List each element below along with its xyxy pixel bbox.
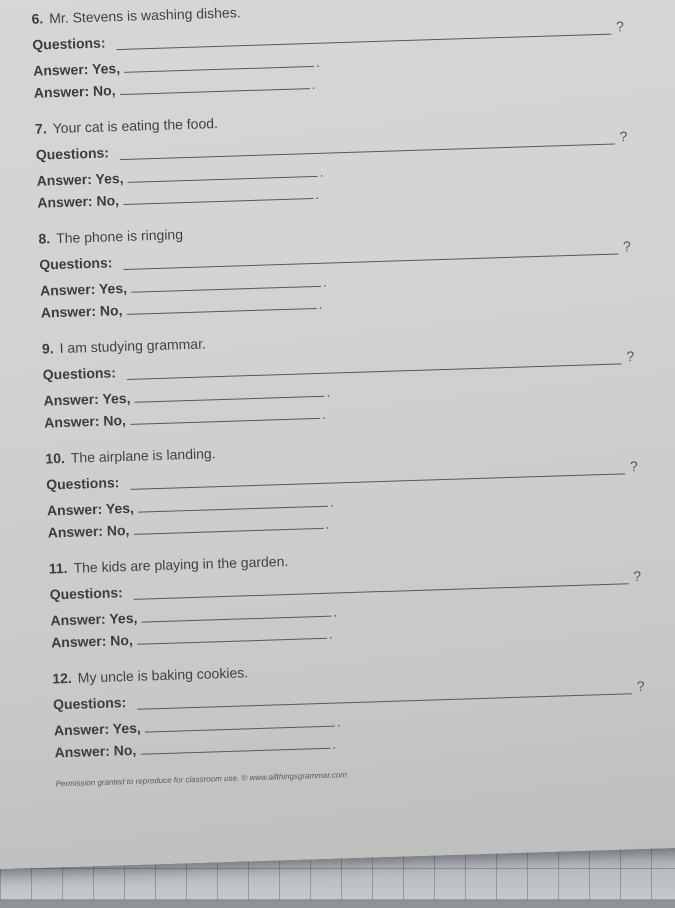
question-label: Questions: bbox=[45, 474, 120, 493]
question-mark: ? bbox=[629, 457, 638, 475]
answer-yes-label: Answer: Yes, bbox=[53, 719, 142, 739]
answer-no-blank[interactable] bbox=[140, 736, 330, 755]
question-blank[interactable] bbox=[123, 253, 618, 270]
answer-yes-blank[interactable] bbox=[131, 274, 321, 293]
item-sentence: The kids are playing in the garden. bbox=[73, 552, 289, 576]
answer-no-row bbox=[51, 626, 333, 651]
question-mark: ? bbox=[636, 677, 645, 695]
item-sentence: My uncle is baking cookies. bbox=[77, 664, 249, 686]
exercise-item-8 bbox=[38, 203, 661, 332]
item-prompt bbox=[52, 664, 248, 686]
item-number: 10. bbox=[45, 449, 66, 467]
period: . bbox=[336, 713, 341, 730]
answer-no-row bbox=[41, 296, 323, 321]
exercise-item-9 bbox=[41, 313, 664, 442]
answer-no-label: Answer: No, bbox=[44, 412, 127, 431]
answer-yes-blank[interactable] bbox=[138, 494, 328, 513]
answer-yes-blank[interactable] bbox=[124, 54, 314, 73]
item-prompt bbox=[42, 335, 206, 356]
answer-no-blank[interactable] bbox=[126, 296, 316, 315]
item-prompt bbox=[31, 4, 241, 27]
item-number: 7. bbox=[34, 120, 47, 137]
answer-yes-label: Answer: Yes, bbox=[43, 389, 131, 409]
question-label: Questions: bbox=[42, 364, 117, 383]
item-number: 12. bbox=[52, 669, 73, 687]
period: . bbox=[322, 273, 328, 290]
answer-no-label: Answer: No, bbox=[33, 82, 116, 101]
question-blank[interactable] bbox=[137, 693, 632, 710]
answer-yes-label: Answer: Yes, bbox=[50, 609, 138, 629]
item-prompt bbox=[35, 115, 218, 137]
period: . bbox=[329, 493, 334, 510]
item-prompt bbox=[45, 445, 216, 466]
question-blank[interactable] bbox=[120, 144, 615, 161]
item-number: 6. bbox=[31, 10, 44, 27]
period: . bbox=[325, 515, 330, 532]
item-sentence: Mr. Stevens is washing dishes. bbox=[48, 4, 241, 27]
question-mark: ? bbox=[622, 238, 632, 255]
answer-no-label: Answer: No, bbox=[40, 302, 123, 321]
answer-yes-row bbox=[47, 494, 334, 519]
question-blank[interactable] bbox=[127, 363, 622, 380]
answer-no-row bbox=[54, 736, 336, 761]
item-sentence: The airplane is landing. bbox=[70, 445, 216, 466]
item-number: 11. bbox=[48, 559, 68, 577]
question-mark: ? bbox=[615, 18, 625, 35]
answer-yes-row bbox=[40, 274, 327, 299]
answer-no-row bbox=[44, 406, 326, 431]
question-mark: ? bbox=[619, 128, 628, 145]
period: . bbox=[311, 75, 316, 93]
question-blank[interactable] bbox=[130, 473, 625, 490]
answer-no-blank[interactable] bbox=[133, 516, 323, 535]
answer-yes-label: Answer: Yes, bbox=[39, 279, 128, 299]
answer-no-row bbox=[34, 76, 316, 101]
answer-no-row bbox=[47, 516, 329, 541]
answer-yes-row bbox=[50, 603, 337, 628]
answer-yes-blank[interactable] bbox=[127, 164, 317, 183]
answer-yes-blank[interactable] bbox=[134, 384, 324, 403]
exercise-item-7 bbox=[35, 93, 658, 222]
answer-no-blank[interactable] bbox=[119, 76, 309, 95]
question-label: Questions: bbox=[35, 144, 110, 163]
period: . bbox=[326, 383, 331, 400]
answer-no-blank[interactable] bbox=[130, 406, 320, 425]
question-mark: ? bbox=[633, 567, 642, 585]
item-sentence: Your cat is eating the food. bbox=[52, 114, 219, 137]
answer-yes-row bbox=[54, 713, 341, 738]
question-label: Questions: bbox=[39, 254, 113, 273]
exercise-list bbox=[31, 0, 675, 772]
answer-yes-row bbox=[33, 54, 320, 79]
answer-yes-row bbox=[43, 384, 330, 409]
period: . bbox=[319, 163, 324, 180]
copyright-footer: Permission granted to reproduce for classroom use. © www.allthingsgrammar.com bbox=[55, 770, 348, 789]
answer-yes-blank[interactable] bbox=[141, 604, 331, 623]
question-label: Questions: bbox=[32, 34, 106, 53]
answer-no-label: Answer: No, bbox=[37, 192, 120, 211]
answer-yes-row bbox=[36, 164, 323, 189]
answer-no-label: Answer: No, bbox=[54, 741, 137, 761]
question-label: Questions: bbox=[52, 694, 127, 713]
answer-no-label: Answer: No, bbox=[50, 631, 134, 651]
period: . bbox=[331, 735, 337, 752]
item-prompt bbox=[38, 226, 183, 247]
answer-no-blank[interactable] bbox=[137, 626, 327, 645]
question-label: Questions: bbox=[49, 584, 124, 603]
answer-no-row bbox=[37, 186, 319, 211]
answer-no-blank[interactable] bbox=[123, 186, 313, 205]
question-mark: ? bbox=[626, 348, 635, 365]
item-number: 8. bbox=[38, 230, 51, 247]
period: . bbox=[321, 405, 326, 422]
period: . bbox=[315, 53, 321, 70]
exercise-item-12 bbox=[52, 643, 675, 772]
answer-yes-label: Answer: Yes, bbox=[46, 499, 135, 519]
question-blank[interactable] bbox=[134, 583, 629, 600]
period: . bbox=[314, 185, 320, 202]
answer-no-label: Answer: No, bbox=[47, 521, 130, 541]
period: . bbox=[328, 625, 333, 642]
question-blank[interactable] bbox=[117, 34, 612, 51]
period: . bbox=[318, 295, 323, 312]
exercise-item-11 bbox=[48, 533, 671, 662]
item-number: 9. bbox=[41, 340, 54, 357]
item-prompt bbox=[49, 553, 289, 577]
answer-yes-blank[interactable] bbox=[145, 714, 335, 733]
period: . bbox=[332, 603, 338, 620]
answer-yes-label: Answer: Yes, bbox=[36, 169, 124, 189]
answer-yes-label: Answer: Yes, bbox=[32, 60, 121, 79]
item-sentence: The phone is ringing bbox=[55, 226, 184, 247]
exercise-item-10 bbox=[45, 423, 668, 552]
item-sentence: I am studying grammar. bbox=[59, 335, 207, 357]
